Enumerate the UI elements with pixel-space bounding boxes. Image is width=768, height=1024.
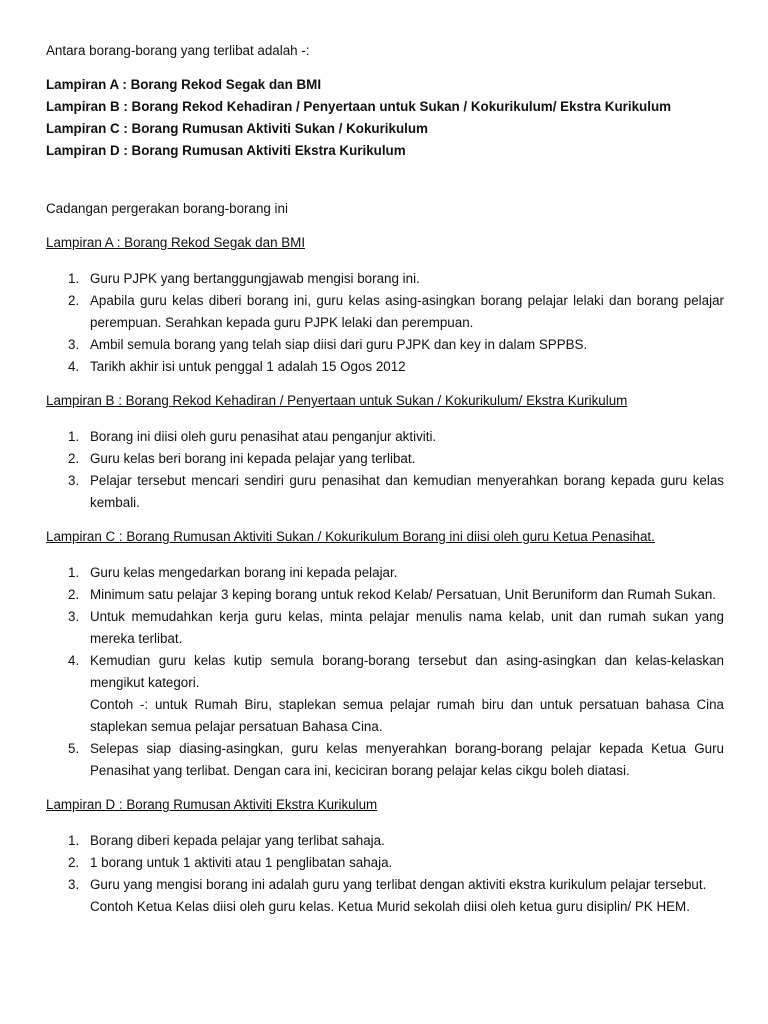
item-number: 2. [68,855,80,870]
section-a-list [46,268,724,378]
list-item [46,470,724,514]
item-text: Pelajar tersebut mencari sendiri guru penasihat dan kemudian menyerahkan borang kepada guru kelas kembali. [90,473,724,510]
attachment-b: Lampiran B : Borang Rekod Kehadiran / Penyertaan untuk Sukan / Kokurikulum/ Ekstra Kurikulum [46,99,672,114]
list-item [46,584,724,606]
item-text: Apabila guru kelas diberi borang ini, guru kelas asing-asingkan borang pelajar lelaki dan borang pelajar perempuan. Serahkan kepada guru PJPK lelaki dan perempuan. [90,293,724,330]
section-d-heading: Lampiran D : Borang Rumusan Aktiviti Ekstra Kurikulum [46,797,378,812]
spacer [46,162,724,198]
spacer [46,220,724,232]
list-item [46,874,724,896]
item-number: 3. [68,609,80,624]
list-item [46,852,724,874]
spacer [46,412,724,426]
item-text: 1 borang untuk 1 aktiviti atau 1 penglibatan sahaja. [90,855,393,870]
spacer [46,816,724,830]
section-b-list [46,426,724,514]
item-text: Borang diberi kepada pelajar yang terlibat sahaja. [90,833,385,848]
item-text: Guru PJPK yang bertanggungjawab mengisi borang ini. [90,271,420,286]
section-a-heading: Lampiran A : Borang Rekod Segak dan BMI [46,235,306,250]
list-item [46,426,724,448]
spacer [46,378,724,390]
item-number: 4. [68,359,80,374]
item-text: Borang ini diisi oleh guru penasihat atau penganjur aktiviti. [90,429,437,444]
attachment-c: Lampiran C : Borang Rumusan Aktiviti Sukan / Kokurikulum [46,121,428,136]
section-c-list [46,562,724,782]
list-item [46,268,724,290]
spacer [46,62,724,74]
spacer [46,548,724,562]
item-number: 2. [68,293,80,308]
attachment-a: Lampiran A : Borang Rekod Segak dan BMI [46,77,322,92]
item-text: Selepas siap diasing-asingkan, guru kelas menyerahkan borang-borang pelajar kepada Ketua Guru Penasihat yang terlibat. Dengan cara ini, keciciran borang pelajar kelas cikgu boleh diatasi. [90,741,724,778]
proposal-text: Cadangan pergerakan borang-borang ini [46,201,288,216]
item-number: 3. [68,337,80,352]
item-number: 2. [68,451,80,466]
spacer [46,782,724,794]
item-number: 2. [68,587,80,602]
list-item [46,334,724,356]
item-number: 1. [68,565,80,580]
list-item [46,448,724,470]
item-number: 1. [68,271,80,286]
spacer [46,514,724,526]
item-text: Kemudian guru kelas kutip semula borang-borang tersebut dan asing-asingkan dan kelas-kelaskan mengikut kategori. [90,653,724,690]
item-number: 5. [68,741,80,756]
item-text: Guru kelas beri borang ini kepada pelajar yang terlibat. [90,451,416,466]
list-item [46,562,724,584]
item-text: Guru kelas mengedarkan borang ini kepada pelajar. [90,565,398,580]
item-number: 3. [68,877,80,892]
section-b-heading: Lampiran B : Borang Rekod Kehadiran / Penyertaan untuk Sukan / Kokurikulum/ Ekstra Kurikulum [46,393,628,408]
item-text: Minimum satu pelajar 3 keping borang untuk rekod Kelab/ Persatuan, Unit Beruniform dan Rumah Sukan. [90,587,716,602]
document-page [46,40,724,918]
item-number: 1. [68,833,80,848]
list-item [46,356,724,378]
item-text: Tarikh akhir isi untuk penggal 1 adalah 15 Ogos 2012 [90,359,406,374]
attachment-d: Lampiran D : Borang Rumusan Aktiviti Ekstra Kurikulum [46,143,406,158]
item-number: 4. [68,653,80,668]
spacer [46,254,724,268]
example-note: Contoh Ketua Kelas diisi oleh guru kelas. Ketua Murid sekolah diisi oleh ketua guru disiplin/ PK HEM. [90,899,690,914]
list-item [46,738,724,782]
list-item [46,830,724,852]
example-note: Contoh -: untuk Rumah Biru, staplekan semua pelajar rumah biru dan untuk persatuan bahasa Cina staplekan semua pelajar persatuan Bahasa Cina. [90,697,724,734]
section-c-heading: Lampiran C : Borang Rumusan Aktiviti Sukan / Kokurikulum Borang ini diisi oleh guru Ketua Penasihat. [46,529,655,544]
item-text: Untuk memudahkan kerja guru kelas, minta pelajar menulis nama kelab, unit dan rumah sukan yang mereka terlibat. [90,609,724,646]
list-item [46,606,724,650]
list-item [46,650,724,694]
item-number: 1. [68,429,80,444]
item-text: Guru yang mengisi borang ini adalah guru yang terlibat dengan aktiviti ekstra kurikulum pelajar tersebut. [90,877,707,892]
list-item [46,290,724,334]
item-text: Ambil semula borang yang telah siap diisi dari guru PJPK dan key in dalam SPPBS. [90,337,588,352]
section-d-list [46,830,724,918]
intro-text: Antara borang-borang yang terlibat adalah -: [46,43,310,58]
item-number: 3. [68,473,80,488]
